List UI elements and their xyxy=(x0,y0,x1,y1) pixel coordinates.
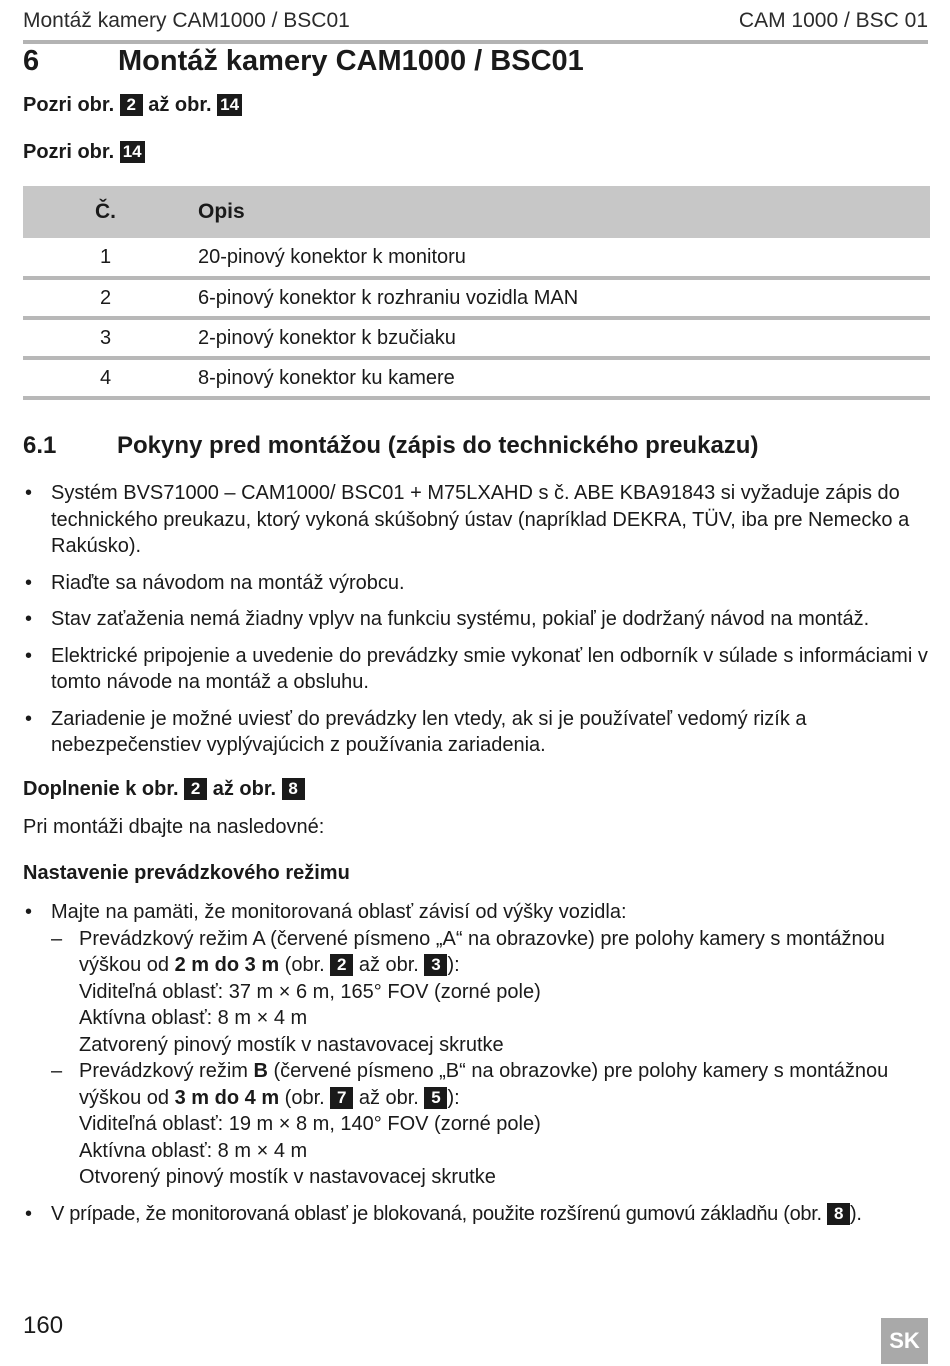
section-heading xyxy=(23,45,584,78)
figure-number-badge: 2 xyxy=(120,94,143,116)
running-header-model: CAM 1000 / BSC 01 xyxy=(738,9,928,32)
table-row xyxy=(23,358,930,398)
list-item: • Riaďte sa návodom na montáž výrobcu. xyxy=(23,570,933,597)
mode-a-item: – Prevádzkový režim A (červené písmeno „A“ na obrazovke) pre polohy kamery s montážnou výškou od 2 m do 3 m (obr. 2 až obr. 3 ): Viditeľná oblasť: 37 m × 6 m, 165° FOV (zorné pole) Aktívna oblasť: 8 m × 4 m Zatvorený pinový mostík v nastavovacej skrutke xyxy=(51,926,933,1059)
page-number: 160 xyxy=(23,1312,64,1339)
cell-number: 3 xyxy=(23,318,198,358)
cell-description: 20-pinový konektor k monitoru xyxy=(198,238,930,278)
figure-reference: Pozri obr. 14 xyxy=(23,141,145,164)
cell-description: 8-pinový konektor ku kamere xyxy=(198,358,930,398)
figure-number-badge: 5 xyxy=(424,1087,447,1109)
figure-number-badge: 2 xyxy=(330,954,353,976)
figure-number-badge: 14 xyxy=(120,141,145,163)
subsection-heading xyxy=(23,432,758,460)
figure-number-badge: 8 xyxy=(282,778,305,800)
cell-description: 6-pinový konektor k rozhraniu vozidla MAN xyxy=(198,278,930,318)
active-area: Aktívna oblasť: 8 m × 4 m xyxy=(79,1007,308,1029)
language-tab: SK xyxy=(881,1318,928,1364)
supplement-heading: Doplnenie k obr. 2 až obr. 8 xyxy=(23,778,305,801)
mode-list xyxy=(23,899,933,1237)
figure-reference-range: Pozri obr. 2 až obr. 14 xyxy=(23,94,242,117)
visible-area: Viditeľná oblasť: 19 m × 8 m, 140° FOV (zorné pole) xyxy=(79,1113,541,1135)
table-row xyxy=(23,318,930,358)
figure-number-badge: 2 xyxy=(184,778,207,800)
section-number: 6 xyxy=(23,45,40,77)
mode-b-item: – Prevádzkový režim B (červené písmeno „B“ na obrazovke) pre polohy kamery s montážnou výškou od 3 m do 4 m (obr. 7 až obr. 5 ): Viditeľná oblasť: 19 m × 8 m, 140° FOV (zorné pole) Aktívna oblasť: 8 m × 4 m Otvorený pinový mostík v nastavovacej skrutke xyxy=(51,1058,933,1191)
subsection-title: Pokyny pred montážou (zápis do technického preukazu) xyxy=(117,432,759,459)
list-item: • Systém BVS71000 – CAM1000/ BSC01 + M75LXAHD s č. ABE KBA91843 si vyžaduje zápis do technického preukazu, ktorý vykoná skúšobný ústav (napríklad DEKRA, TÜV, iba pre Nemecko a Rakúsko). xyxy=(23,480,933,560)
header-divider xyxy=(23,40,928,44)
supplement-intro: Pri montáži dbajte na nasledovné: xyxy=(23,816,325,838)
pin-bridge-state: Zatvorený pinový mostík v nastavovacej skrutke xyxy=(79,1033,504,1056)
figure-number-badge: 8 xyxy=(827,1203,850,1225)
mode-intro: Majte na pamäti, že monitorovaná oblasť závisí od výšky vozidla: xyxy=(51,901,627,923)
list-item: • Elektrické pripojenie a uvedenie do prevádzky smie vykonať len odborník v súlade s informáciami v tomto návode na montáž a obsluhu. xyxy=(23,643,933,696)
cell-number: 1 xyxy=(23,238,198,278)
column-header-description: Opis xyxy=(198,186,930,238)
mounting-height: 3 m do 4 m xyxy=(174,1086,280,1109)
installation-notes-list xyxy=(23,480,933,769)
figure-number-badge: 7 xyxy=(330,1087,353,1109)
list-item: • Stav zaťaženia nemá žiadny vplyv na funkciu systému, pokiaľ je dodržaný návod na montáž. xyxy=(23,606,933,633)
mode-sublist xyxy=(51,926,933,1191)
pin-bridge-state: Otvorený pinový mostík v nastavovacej skrutke xyxy=(79,1166,496,1188)
list-item: • V prípade, že monitorovaná oblasť je blokovaná, použite rozšírenú gumovú základňu (obr. 8 ). xyxy=(23,1201,933,1228)
figure-number-badge: 14 xyxy=(217,94,242,116)
list-item xyxy=(23,899,933,1191)
visible-area: Viditeľná oblasť: 37 m × 6 m, 165° FOV (zorné pole) xyxy=(79,980,541,1003)
active-area: Aktívna oblasť: 8 m × 4 m xyxy=(79,1139,308,1162)
running-header-title: Montáž kamery CAM1000 / BSC01 xyxy=(23,9,350,32)
table-header-row xyxy=(23,186,930,238)
cell-number: 4 xyxy=(23,358,198,398)
table-row xyxy=(23,238,930,278)
mounting-height: 2 m do 3 m xyxy=(174,954,280,976)
list-item: • Zariadenie je možné uviesť do prevádzky len vtedy, ak si je používateľ vedomý rizík a nebezpečenstiev vyplývajúcich z používania zariadenia. xyxy=(23,706,933,759)
section-title: Montáž kamery CAM1000 / BSC01 xyxy=(118,45,584,77)
cell-number: 2 xyxy=(23,278,198,318)
connector-table xyxy=(23,186,930,400)
mode-heading: Nastavenie prevádzkového režimu xyxy=(23,862,350,884)
column-header-number: Č. xyxy=(23,186,198,238)
table-row xyxy=(23,278,930,318)
subsection-number: 6.1 xyxy=(23,432,57,459)
figure-number-badge: 3 xyxy=(424,954,447,976)
cell-description: 2-pinový konektor k bzučiaku xyxy=(198,318,930,358)
